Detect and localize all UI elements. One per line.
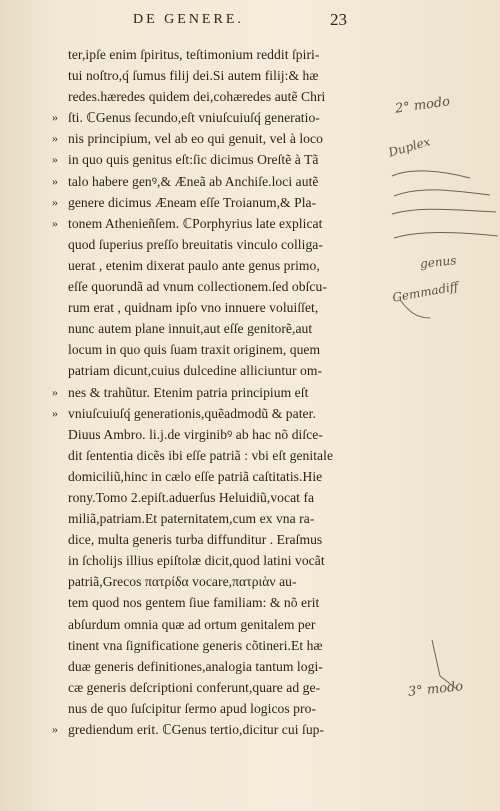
margin-marker: » [51, 194, 58, 209]
line-text: dice, multa generis turba diffunditur . Eraſmus [68, 532, 323, 548]
margin-marker: » [51, 384, 58, 399]
margin-marker: » [51, 405, 58, 420]
line-text: talo habere genꝰ,& Æneã ab Anchiſe.loci autẽ [68, 173, 319, 189]
line-text: ſti. ℂGenus ſecundo,eſt vniuſcuiuſq́ generatio- [68, 110, 320, 126]
line-text: dit ſententia dicẽs ibi eſſe patriã : vbi eſt genitale [68, 447, 334, 463]
line-text: in quo quis genitus eſt:ſic dicimus Oreſtẽ à Tã [68, 152, 319, 168]
line-text: locum in quo quis ſuam traxit originem, quem [68, 342, 321, 358]
line-text: ter,ipſe enim ſpiritus, teſtimonium reddit ſpiri- [68, 47, 320, 62]
margin-marker: » [51, 131, 58, 146]
line-text: nus de quo ſuſcipitur ſermo apud logicos pro- [68, 700, 317, 716]
margin-annotation: Duplex [386, 134, 432, 160]
line-text: redes.hæredes quidem dei,cohæredes autẽ Chri [68, 89, 326, 105]
margin-marker: » [51, 215, 58, 230]
line-text: patriã,Grecos πατρίδα vocare,πατριὰν au- [68, 574, 297, 590]
line-text: tui noſtro,q́ ſumus filij dei.Si autem filij:& hæ [68, 68, 319, 84]
line-text: duæ generis definitiones,analogia tantum logi- [68, 658, 323, 674]
page-number: 23 [330, 10, 347, 29]
line-text: nes & trahũtur. Etenim patria principium eſt [68, 384, 309, 400]
line-text: abſurdum omnia quæ ad ortum genitalem per [68, 616, 316, 632]
line-text: nunc autem plane innuit,aut eſſe genitorẽ,aut [68, 321, 313, 337]
line-text: domiciliũ,hinc in cælo eſſe patriã caſtitatis.Hie [68, 468, 323, 484]
margin-annotation: 2° modo [394, 94, 451, 117]
line-text: Diuus Ambro. li.j.de virginibꝰ ab hac nõ diſce- [68, 426, 323, 442]
line-text: genere dicimus Æneam eſſe Troianum,& Pla- [68, 194, 317, 210]
line-text: quod ſuperius preſſo breuitatis vinculo colliga- [68, 236, 323, 252]
line-text: vniuſcuiuſq́ generationis,quẽadmodũ & pater. [68, 405, 316, 421]
margin-marker: » [51, 152, 58, 167]
margin-marker: » [51, 110, 58, 125]
running-head: DE GENERE. [133, 12, 244, 27]
line-text: tinent vna ſignificatione generis cõtineri.Et hæ [68, 637, 323, 653]
line-text: grediendum erit. ℂGenus tertio,dicitur cui ſup- [68, 722, 325, 737]
line-text: patriam dicunt,cuius dulcedine alliciuntur om- [68, 363, 323, 379]
line-text: cæ generis deſcriptioni conferunt,quare ad ge- [68, 679, 321, 695]
margin-annotation: genus [419, 253, 458, 271]
margin-marker: » [51, 722, 58, 736]
margin-marker: » [51, 173, 58, 188]
line-text: miliã,patriam.Et paternitatem,cum ex vna ra- [68, 511, 315, 527]
line-text: tem quod nos gentem ſiue familiam: & nõ erit [68, 595, 320, 611]
line-text: uerat , etenim dixerat paulo ante genus primo, [68, 257, 320, 273]
line-text: rony.Tomo 2.epiſt.aduerſus Heluidiũ,vocat fa [68, 489, 315, 505]
line-text: in ſcholijs illius epiſtolæ dicit,quod latini vocãt [68, 553, 325, 569]
line-text: tonem Athenieñſem. ℂPorphyrius late explicat [68, 215, 323, 231]
margin-annotation: Gemmadiff [391, 279, 460, 305]
margin-annotation: 3° modo [407, 679, 464, 700]
line-text: rum erat , quidnam ipſo vno innuere voluiſſet, [68, 300, 319, 316]
line-text: eſſe quorundã ad vnum collectionem.ſed obſcu- [68, 279, 327, 295]
line-text: nis principium, vel ab eo qui genuit, vel à loco [68, 131, 323, 147]
